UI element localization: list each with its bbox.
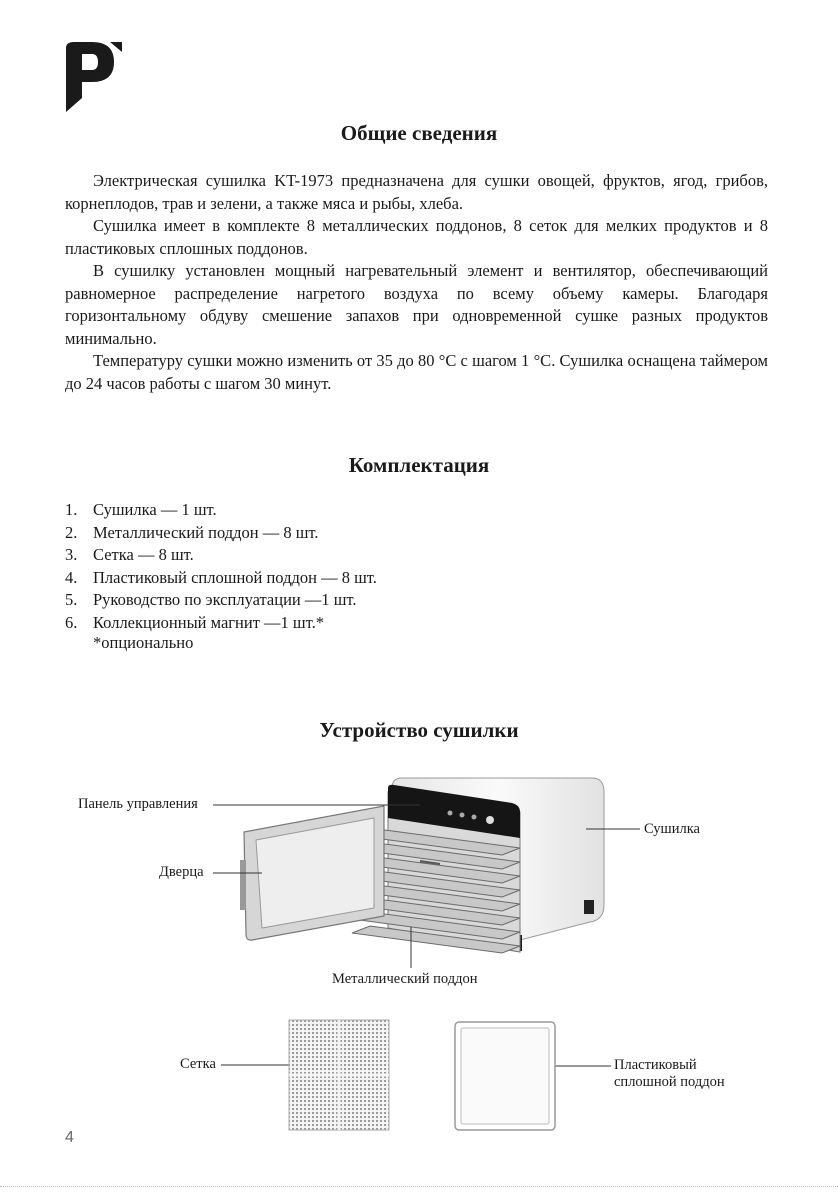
paragraph-temperature: Температуру сушки можно изменить от 35 до 80 °С с шагом 1 °С. Сушилка оснащена таймером до 24 часов работы с шагом 30 минут. bbox=[65, 351, 768, 393]
list-item-text: Сушилка — 1 шт. bbox=[93, 500, 217, 519]
label-door: Дверца bbox=[159, 864, 204, 880]
plastic-tray bbox=[455, 1022, 555, 1130]
list-item-text: Руководство по эксплуатации —1 шт. bbox=[93, 590, 357, 609]
list-item-number: 2. bbox=[65, 522, 78, 542]
label-plastic-tray-line2: сплошной поддон bbox=[614, 1074, 725, 1090]
list-item-text: Металлический поддон — 8 шт. bbox=[93, 522, 319, 542]
list-item-number: 3. bbox=[65, 545, 78, 564]
label-dryer: Сушилка bbox=[644, 821, 700, 837]
section-title-device: Устройство сушилки bbox=[319, 718, 519, 742]
label-metal-tray: Металлический поддон bbox=[332, 971, 478, 987]
paragraph-heater: В сушилку установлен мощный нагревательный элемент и вентилятор, обеспечивающий равномерное распределение нагретого воздуха по всему объему камеры. Благодаря горизонтальному обдуву смешение запахов при одновременной сушке разных продуктов минимально. bbox=[65, 261, 768, 348]
label-control-panel: Панель управления bbox=[78, 796, 198, 812]
optional-note: *опционально bbox=[93, 633, 194, 652]
list-item-text: Коллекционный магнит —1 шт.* bbox=[93, 612, 324, 632]
paragraph-purpose: Электрическая сушилка KT-1973 предназначена для сушки овощей, фруктов, ягод, грибов, корнеплодов, трав и зелени, а также мяса и рыбы, хлеба. bbox=[65, 171, 768, 213]
list-item-number: 1. bbox=[65, 500, 78, 519]
section-title-general: Общие сведения bbox=[340, 121, 498, 145]
section-title-package: Комплектация bbox=[348, 453, 490, 477]
paragraph-package: Сушилка имеет в комплекте 8 металлических поддонов, 8 сеток для мелких продуктов и 8 пластиковых сплошных поддонов. bbox=[65, 216, 768, 258]
label-mesh: Сетка bbox=[180, 1056, 216, 1072]
list-item-number: 4. bbox=[65, 567, 78, 587]
mesh-sheet bbox=[289, 1020, 389, 1130]
list-item-number: 5. bbox=[65, 590, 78, 609]
list-item-number: 6. bbox=[65, 612, 78, 632]
list-item-text: Сетка — 8 шт. bbox=[93, 545, 194, 564]
list-item-text: Пластиковый сплошной поддон — 8 шт. bbox=[93, 567, 377, 587]
label-plastic-tray-line1: Пластиковый bbox=[614, 1057, 697, 1073]
page-number: 4 bbox=[65, 1129, 74, 1146]
